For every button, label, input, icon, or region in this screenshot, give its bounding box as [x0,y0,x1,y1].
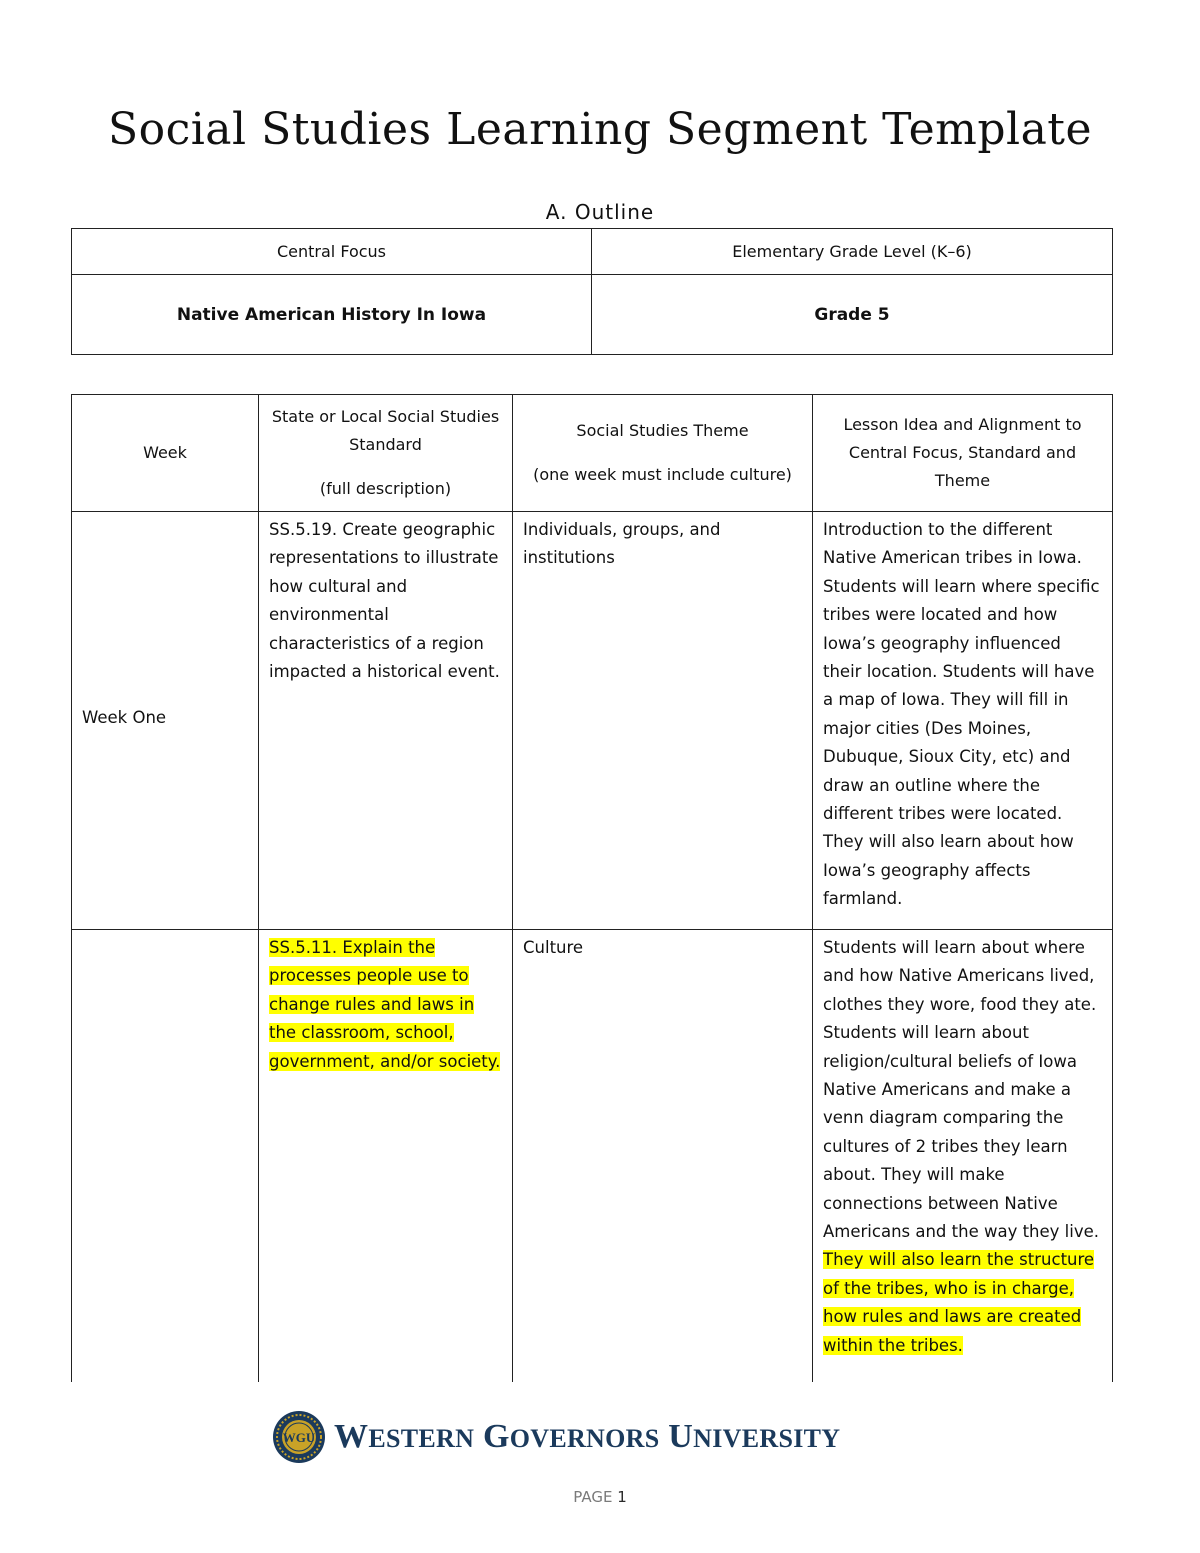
section-heading: A. Outline [545,200,655,224]
standard-cell: SS.5.19. Create geographic representations to illustrate how cultural and environmental characteristics of a region impacted a historical event. [259,512,513,930]
lesson-cell: Introduction to the different Native American tribes in Iowa. Students will learn where specific tribes were located and how Iowa’s geography influenced their location. Students will have a map of Iowa. They will fill in major cities (Des Moines, Dubuque, Sioux City, etc) and draw an outline where the different tribes were located. They will also learn about how Iowa’s geography affects farmland. [813,512,1113,930]
theme-header [513,395,813,512]
page-footer [0,1488,1200,1506]
table-row [72,930,1113,1383]
central-focus-value: Native American History In Iowa [72,275,592,355]
week-cell: Week One [72,512,259,930]
grade-level-value: Grade 5 [592,275,1113,355]
standard-header-sub: (full description) [319,479,452,498]
document-title: Social Studies Learning Segment Template [107,104,1093,155]
week-cell [72,930,259,1383]
central-focus-header: Central Focus [72,229,592,275]
outline-header-row [72,229,1113,275]
grade-level-header: Elementary Grade Level (K–6) [592,229,1113,275]
university-name: WESTERN GOVERNORS UNIVERSITY [334,1418,841,1455]
lesson-cell [813,930,1113,1383]
week-header [72,395,259,512]
university-logo [272,1410,892,1466]
page-label: PAGE [573,1488,613,1506]
week-header-label: Week [143,443,187,462]
theme-header-label: Social Studies Theme [576,421,749,440]
page-number: 1 [617,1488,627,1506]
highlighted-lesson-text: They will also learn the structure of the tribes, who is in charge, how rules and laws are created within the tribes. [823,1250,1095,1355]
standard-cell [259,930,513,1383]
university-seal-icon [272,1410,326,1464]
standard-header [259,395,513,512]
theme-cell: Culture [513,930,813,1383]
learning-segment-table [71,394,1113,1382]
lesson-header [813,395,1113,512]
lesson-text: Students will learn about where and how Native Americans lived, clothes they wore, food they ate. Students will learn about religion/cultural beliefs of Iowa Native Americans and make a venn diagram comparing the cultures of 2 tribes they learn about. They will make connections between Native Americans and the way they live. [823,938,1100,1242]
outline-value-row [72,275,1113,355]
plan-header-row [72,395,1113,512]
outline-table [71,228,1113,355]
highlighted-standard-text: SS.5.11. Explain the processes people use to change rules and laws in the classroom, school, government, and/or society. [269,938,501,1071]
seal-letters: WGU [282,1430,316,1445]
theme-cell: Individuals, groups, and institutions [513,512,813,930]
theme-header-sub: (one week must include culture) [533,465,792,484]
standard-header-label: State or Local Social Studies Standard [271,407,500,454]
lesson-header-label: Lesson Idea and Alignment to Central Focus, Standard and Theme [843,415,1082,490]
table-row [72,512,1113,930]
